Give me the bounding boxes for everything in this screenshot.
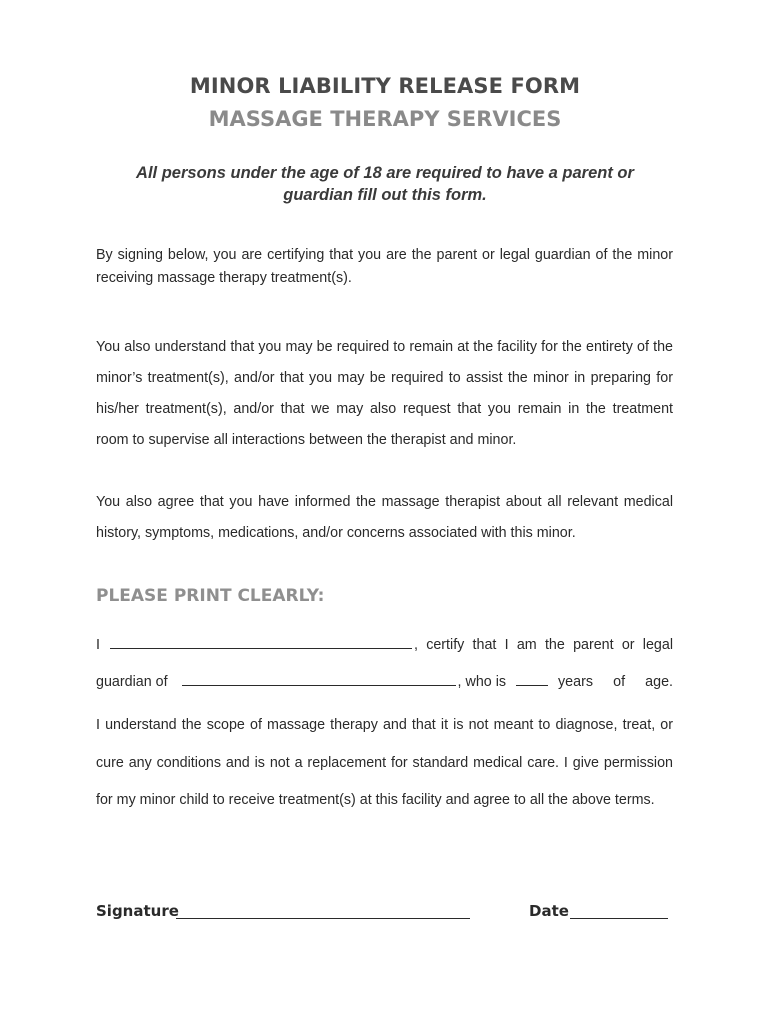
date-field[interactable] [570,918,668,919]
minor-name-field[interactable] [182,672,456,686]
minor-age-field[interactable] [516,672,548,686]
date-label: Date [529,902,569,920]
line1-prefix: I [96,637,100,653]
line2-suffix: years of age. [558,674,673,690]
supervision-paragraph: You also understand that you may be required to remain at the facility for the entirety of the minor’s treatment(s), and/or that you may be required to assist the minor in preparing for his/her treatment(s), and/or that we may also request that you remain in the treatment room to supervise all interactions between the therapist and minor. [96,339,673,448]
line1-suffix: , certify that I am the parent or legal [413,637,673,653]
medical-history-paragraph: You also agree that you have informed the massage therapist about all relevant medical history, symptoms, medications, and/or concerns associated with this minor. [96,494,673,541]
guardian-name-row [96,634,673,656]
signature-label: Signature [96,902,179,920]
consent-statement: I understand the scope of massage therapy and that it is not meant to diagnose, treat, or cure any conditions and is not a replacement for standard medical care. I give permission for my minor child to receive treatment(s) at this facility and agree to all the above terms. [96,717,673,808]
guardian-name-field[interactable] [110,635,412,649]
form-subtitle: MASSAGE THERAPY SERVICES [208,107,562,131]
form-title: MINOR LIABILITY RELEASE FORM [189,74,581,98]
age-notice: All persons under the age of 18 are required to have a parent or guardian fill out this form. [136,164,634,204]
line2-middle: , who is [457,674,507,690]
minor-name-row [96,671,673,693]
print-clearly-heading: PLEASE PRINT CLEARLY: [96,586,325,606]
signature-field[interactable] [176,918,470,919]
line2-prefix: guardian of [96,674,168,690]
certification-paragraph: By signing below, you are certifying that you are the parent or legal guardian of the minor receiving massage therapy treatment(s). [96,247,673,286]
signature-row [96,900,673,924]
